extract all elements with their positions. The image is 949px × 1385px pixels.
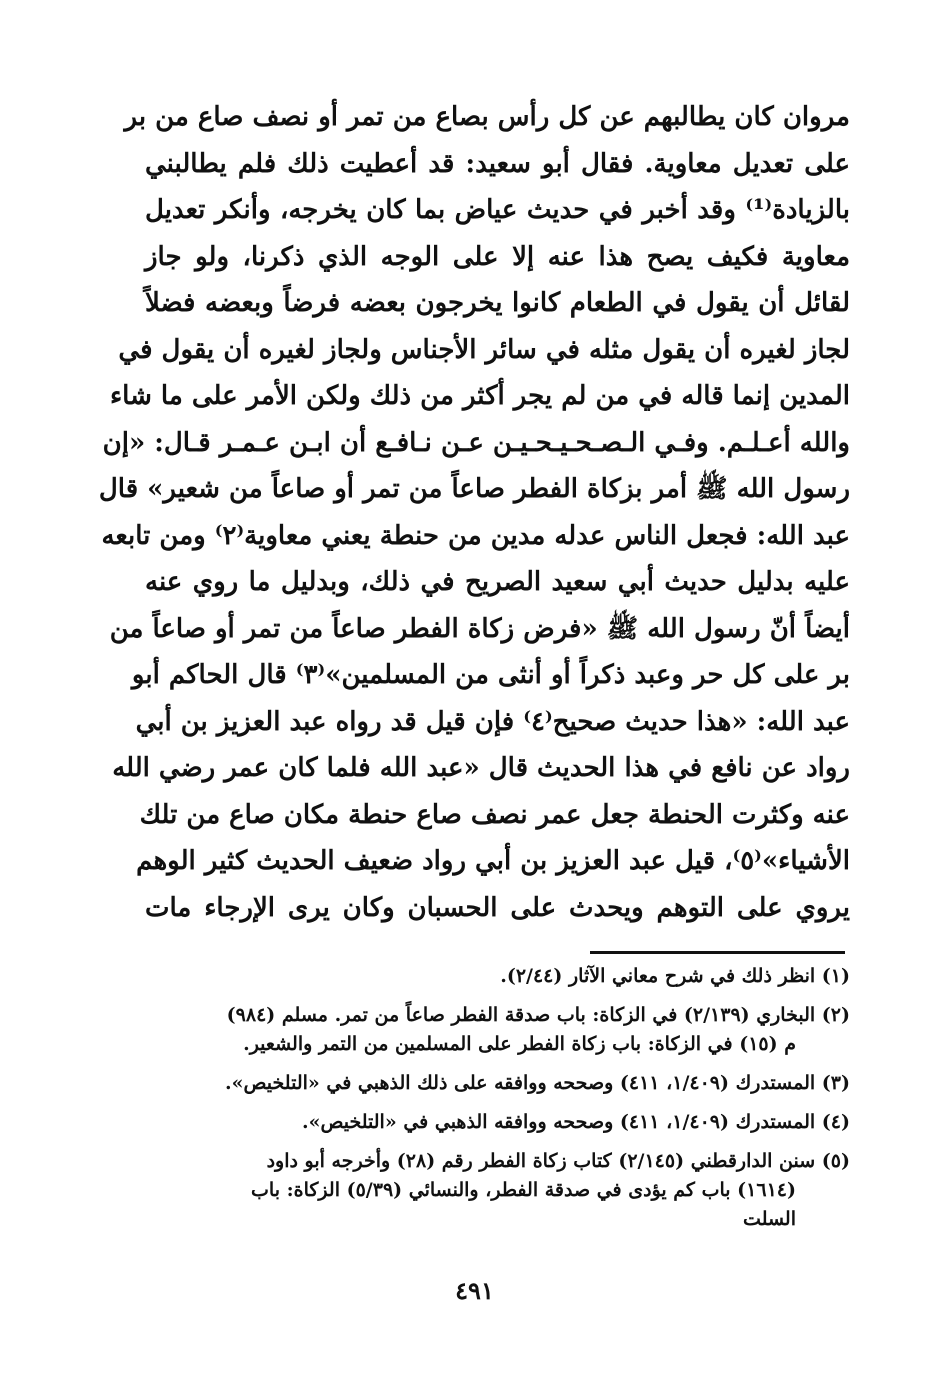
- text-line: عبد الله: «هذا حديث صحيح⁽٤⁾ فإن قيل قد رواه عبد العزيز بن أبي: [135, 706, 850, 737]
- footnote-line: (٣) المستدرك (١/٤٠٩، ٤١١) وصححه ووافقه على ذلك الذهبي في «التلخيص».: [225, 1072, 850, 1094]
- text-line: عبد الله: فجعل الناس عدله مدين من حنطة يعني معاوية⁽٢⁾ ومن تابعه: [101, 520, 850, 551]
- footnote-5: [150, 1147, 850, 1234]
- text-line: رواد عن نافع في هذا الحديث قال «عبد الله فلما كان عمر رضي الله: [112, 753, 850, 783]
- text-line: بر على كل حر وعبد ذكراً أو أنثى من المسلمين»⁽٣⁾ قال الحاكم أبو: [131, 660, 850, 690]
- main-text: [98, 94, 850, 931]
- footnote-1: [150, 962, 850, 991]
- text-line: الأشياء»⁽٥⁾، قيل عبد العزيز بن أبي رواد ضعيف الحديث كثير الوهم: [136, 846, 850, 876]
- footnote-3: [150, 1069, 850, 1098]
- footnote-line: (١٦١٤) باب كم يؤدى في صدقة الفطر، والنسائي (٥/٣٩) الزكاة: باب: [251, 1179, 796, 1201]
- footnote-line: السلت: [743, 1208, 796, 1230]
- footnote-line: (١) انظر ذلك في شرح معاني الآثار (٢/٤٤).: [500, 965, 850, 987]
- text-line: لجاز لغيره أن يقول مثله في سائر الأجناس ولجاز لغيره أن يقول في: [118, 334, 850, 365]
- text-line: لقائل أن يقول في الطعام كانوا يخرجون بعضه فرضاً وبعضه فضلاً: [145, 288, 850, 318]
- text-line: عليه بدليل حديث أبي سعيد الصريح في ذلك، وبدليل ما روي عنه: [145, 567, 850, 597]
- text-line: عنه وكثرت الحنطة جعل عمر نصف صاع حنطة مكان صاع من تلك: [139, 799, 850, 830]
- footnote-line: (٥) سنن الدارقطني (٢/١٤٥) كتاب زكاة الفطر رقم (٢٨) وأخرجه أبو داود: [266, 1150, 850, 1172]
- footnotes: [150, 962, 850, 1244]
- footnote-line: م (١٥) في الزكاة: باب زكاة الفطر على المسلمين من التمر والشعير.: [243, 1033, 796, 1055]
- footnote-2: [150, 1001, 850, 1059]
- footnote-line: (٤) المستدرك (١/٤٠٩، ٤١١) وصححه ووافقه الذهبي في «التلخيص».: [301, 1111, 850, 1133]
- footnote-line: (٢) البخاري (٢/١٣٩) في الزكاة: باب صدقة الفطر صاعاً من تمر. مسلم (٩٨٤): [226, 1004, 850, 1026]
- text-line: رسول الله ﷺ أمر بزكاة الفطر صاعاً من تمر أو صاعاً من شعير» قال: [98, 474, 850, 504]
- text-line: المدين إنما قاله في من لم يجر أكثر من ذلك ولكن الأمر على ما شاء: [109, 381, 850, 411]
- text-line: مروان كان يطالبهم عن كل رأس بصاع من تمر أو نصف صاع من بر: [124, 102, 850, 132]
- text-line: معاوية فكيف يصح هذا عنه إلا على الوجه الذي ذكرنا، ولو جاز: [145, 241, 850, 272]
- page-number: ٤٩١: [455, 1276, 494, 1305]
- text-line: أيضاً أنّ رسول الله ﷺ «فرض زكاة الفطر صاعاً من تمر أو صاعاً من: [109, 613, 850, 644]
- text-line: يروي على التوهم ويحدث على الحسبان وكان يرى الإرجاء مات: [145, 892, 850, 923]
- footnote-separator: [590, 951, 845, 954]
- text-line: بالزيادة⁽¹⁾ وقد أخبر في حديث عياض بما كان يخرجه، وأنكر تعديل: [145, 195, 850, 225]
- text-line: والله أعـلـم. وفـي الـصـحـيـحـيـن عـن نـافـع أن ابـن عـمـر قـال: «إن: [102, 427, 850, 458]
- text-line: على تعديل معاوية. فقال أبو سعيد: قد أعطيت ذلك فلم يطالبني: [145, 148, 850, 179]
- footnote-4: [150, 1108, 850, 1137]
